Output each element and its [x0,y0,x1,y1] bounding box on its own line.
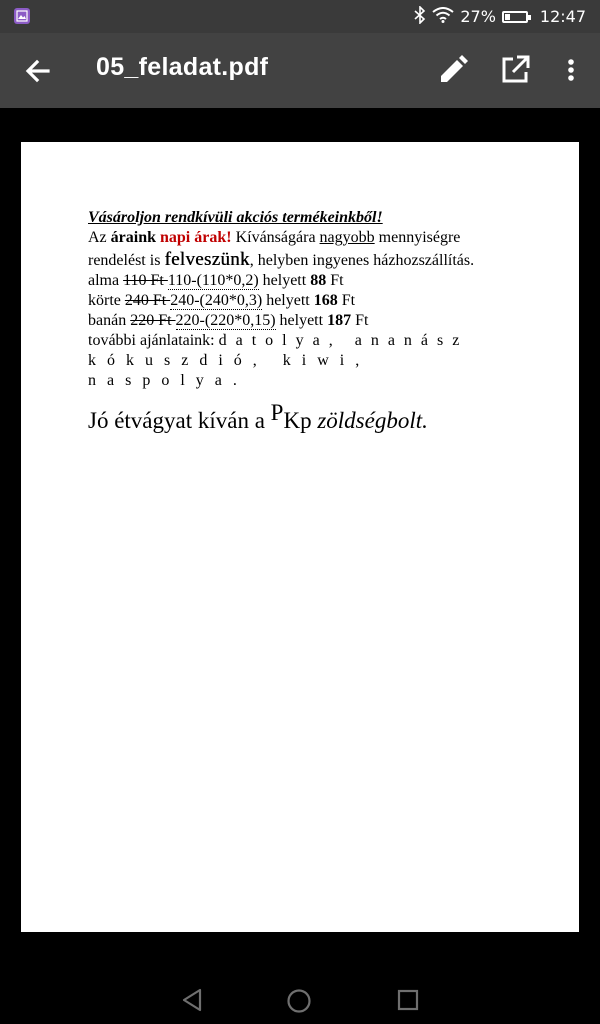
price-line-korte [88,291,518,311]
closing-line [88,399,518,435]
gallery-notification-icon [14,8,30,24]
old-price: 220 Ft [130,312,176,329]
document-body [88,208,518,435]
document-title: 05_feladat.pdf [96,53,269,81]
offers-line-2: kókuszdió, kiwi, naspolya. [88,352,371,389]
outlined-text: felveszünk [164,249,250,270]
navigation-bar [0,968,600,1024]
text: helyett [258,272,311,289]
superscript-text: P [270,400,284,425]
text: Ft [351,312,369,329]
more-vert-icon [558,53,584,87]
text: Jó étvágyat kíván a [88,408,271,433]
text: Kívánságára [231,229,320,246]
triangle-back-icon [181,988,203,1012]
battery-percent: 27% [460,7,496,26]
edit-button[interactable] [436,53,470,87]
text: Az [88,229,111,246]
nav-home-button[interactable] [286,988,312,1018]
nav-recents-button[interactable] [397,989,419,1015]
doc-line-2 [88,250,518,271]
bluetooth-icon [414,6,426,28]
old-price: 110 Ft [123,272,168,289]
more-options-button[interactable] [558,53,584,87]
text: mennyiségre [374,229,461,246]
text: Kp [283,408,312,433]
new-price: 168 [313,292,338,309]
text: Ft [326,272,344,289]
bold-text: áraink [110,229,156,246]
italic-text: zöldségbolt. [317,408,428,433]
price-calc: 110-(110*0,2) [167,272,259,289]
square-recents-icon [397,989,419,1011]
offers-list: datolya, ananász [218,332,469,349]
text: helyett [275,312,328,329]
arrow-back-icon [20,53,56,89]
nav-back-button[interactable] [181,988,203,1016]
battery-level [505,14,510,20]
price-calc: 220-(220*0,15) [175,312,276,329]
app-bar [0,33,600,108]
product-name: banán [88,312,131,329]
doc-line-1 [88,228,518,248]
price-calc: 240-(240*0,3) [170,292,263,309]
pdf-page[interactable] [21,142,579,932]
offers-line-1 [88,331,518,351]
text: , helyben ingyenes házhozszállítás. [249,252,475,269]
offers-label: további ajánlataink: [88,332,219,349]
price-line-banan [88,311,518,331]
status-bar [0,0,600,33]
back-button[interactable] [20,53,56,89]
text: helyett [262,292,314,309]
new-price: 88 [310,272,327,289]
circle-home-icon [286,988,312,1014]
text: Ft [337,292,356,309]
clock: 12:47 [539,7,586,26]
text: rendelést is [88,252,165,269]
pencil-icon [436,53,470,87]
red-text: napi árak! [160,229,232,246]
open-with-button[interactable] [498,53,532,87]
open-external-icon [498,53,532,87]
doc-heading: Vásároljon rendkívüli akciós termékeinkből! [88,209,383,226]
price-line-alma [88,271,518,291]
product-name: körte [88,292,125,309]
product-name: alma [88,272,124,289]
wifi-icon [432,7,454,27]
underlined-text: nagyobb [319,229,375,246]
battery-icon [502,11,528,23]
new-price: 187 [327,312,352,329]
old-price: 240 Ft [124,292,171,309]
